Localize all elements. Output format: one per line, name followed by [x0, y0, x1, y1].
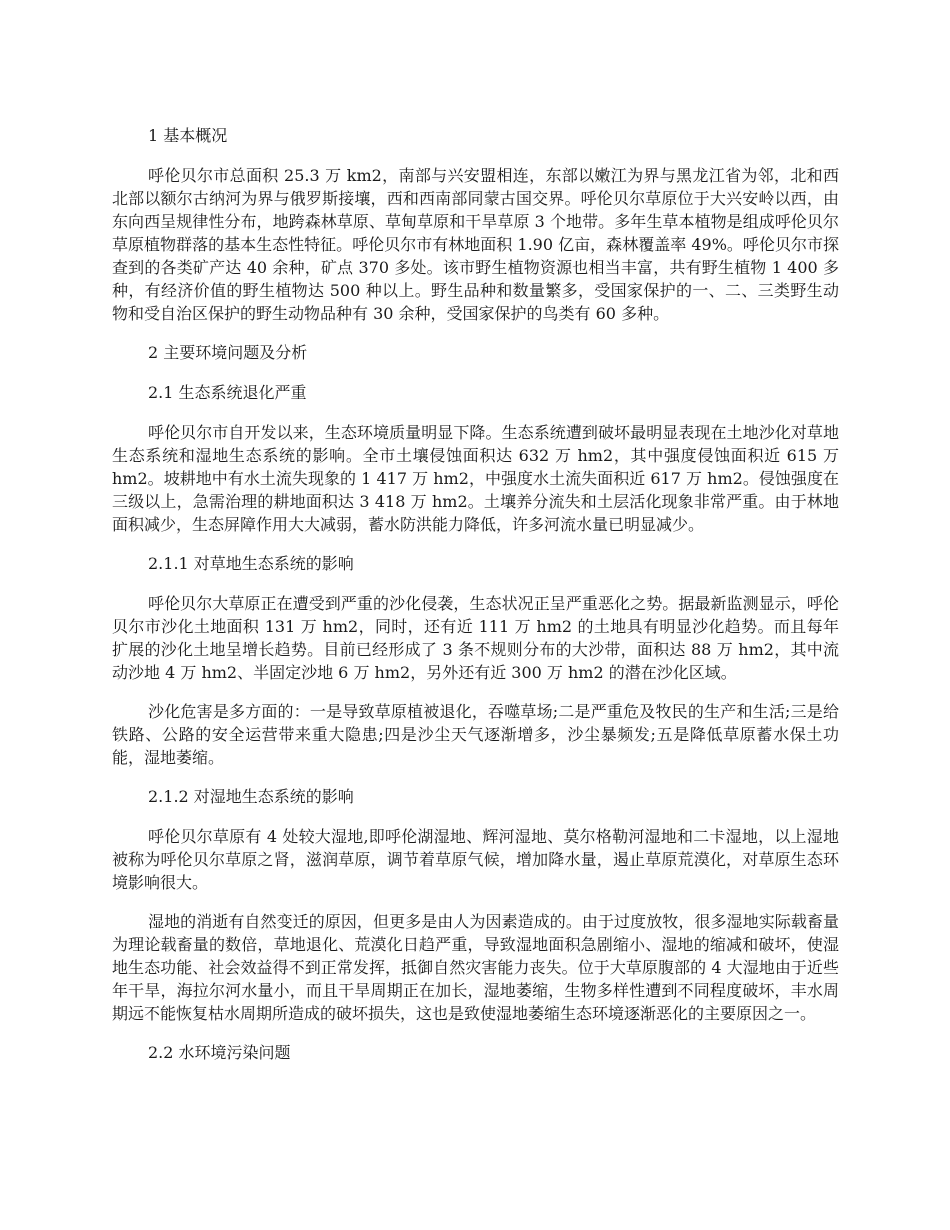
paragraph-desertification-hazards: 沙化危害是多方面的：一是导致草原植被退化，吞噬草场;二是严重危及牧民的生产和生活;三是给铁路、公路的安全运营带来重大隐患;四是沙尘天气逐渐增多，沙尘暴频发;五是降低草原蓄水保土功能，湿地萎缩。 — [112, 702, 839, 767]
section-heading-2-1: 2.1 生态系统退化严重 — [148, 383, 307, 402]
section-heading-2-2: 2.2 水环境污染问题 — [148, 1043, 291, 1062]
paragraph-ecosystem-degradation: 呼伦贝尔市自开发以来，生态环境质量明显下降。生态系统遭到破坏最明显表现在土地沙化对草地生态系统和湿地生态系统的影响。全市土壤侵蚀面积达 632 万 hm2，其中强度侵蚀面积近 615 万 hm2。坡耕地中有水土流失现象的 1 417 万 hm2，中强度水土流失面积近 617 万 hm2。侵蚀强度在三级以上，急需治理的耕地面积达 3 418 万 hm2。土壤养分流失和土层活化现象非常严重。由于林地面积减少，生态屏障作用大大减弱，蓄水防洪能力降低，许多河流水量已明显减少。 — [112, 423, 839, 534]
paragraph-grassland-desertification: 呼伦贝尔大草原正在遭受到严重的沙化侵袭，生态状况正呈严重恶化之势。据最新监测显示，呼伦贝尔市沙化土地面积 131 万 hm2，同时，还有近 111 万 hm2 的土地具有明显沙化趋势。而且每年扩展的沙化土地呈增长趋势。目前已经形成了 3 条不规则分布的大沙带，面积达 88 万 hm2，其中流动沙地 4 万 hm2、半固定沙地 6 万 hm2，另外还有近 300 万 hm2 的潜在沙化区域。 — [112, 594, 839, 682]
section-heading-2: 2 主要环境问题及分析 — [148, 343, 308, 362]
paragraph-wetland-loss: 湿地的消逝有自然变迁的原因，但更多是由人为因素造成的。由于过度放牧，很多湿地实际载畜量为理论载畜量的数倍，草地退化、荒漠化日趋严重，导致湿地面积急剧缩小、湿地的缩减和破坏，使湿地生态功能、社会效益得不到正常发挥，抵御自然灾害能力丧失。位于大草原腹部的 4 大湿地由于近些年干旱，海拉尔河水量小，而且干旱周期正在加长，湿地萎缩，生物多样性遭到不同程度破坏，丰水周期远不能恢复枯水周期所造成的破坏损失，这也是致使湿地萎缩生态环境逐渐恶化的主要原因之一。 — [112, 912, 839, 1023]
paragraph-wetlands: 呼伦贝尔草原有 4 处较大湿地,即呼伦湖湿地、辉河湿地、莫尔格勒河湿地和二卡湿地，以上湿地被称为呼伦贝尔草原之肾，滋润草原，调节着草原气候，增加降水量，遏止草原荒漠化，对草原生态环境影响很大。 — [112, 827, 839, 892]
document-page — [112, 124, 839, 1081]
section-heading-2-1-2: 2.1.2 对湿地生态系统的影响 — [148, 787, 354, 806]
section-heading-2-1-1: 2.1.1 对草地生态系统的影响 — [148, 554, 354, 573]
section-heading-1: 1 基本概况 — [148, 126, 228, 145]
paragraph-overview: 呼伦贝尔市总面积 25.3 万 km2，南部与兴安盟相连，东部以嫩江为界与黑龙江省为邻，北和西北部以额尔古纳河为界与俄罗斯接壤，西和西南部同蒙古国交界。呼伦贝尔草原位于大兴安岭以西，由东向西呈规律性分布，地跨森林草原、草甸草原和干旱草原 3 个地带。多年生草本植物是组成呼伦贝尔草原植物群落的基本生态性特征。呼伦贝尔市有林地面积 1.90 亿亩，森林覆盖率 49%。呼伦贝尔市探查到的各类矿产达 40 余种，矿点 370 多处。该市野生植物资源也相当丰富，共有野生植物 1 400 多种，有经济价值的野生植物达 500 种以上。野生品种和数量繁多，受国家保护的一、二、三类野生动物和受自治区保护的野生动物品种有 30 余种，受国家保护的鸟类有 60 多种。 — [112, 166, 839, 323]
